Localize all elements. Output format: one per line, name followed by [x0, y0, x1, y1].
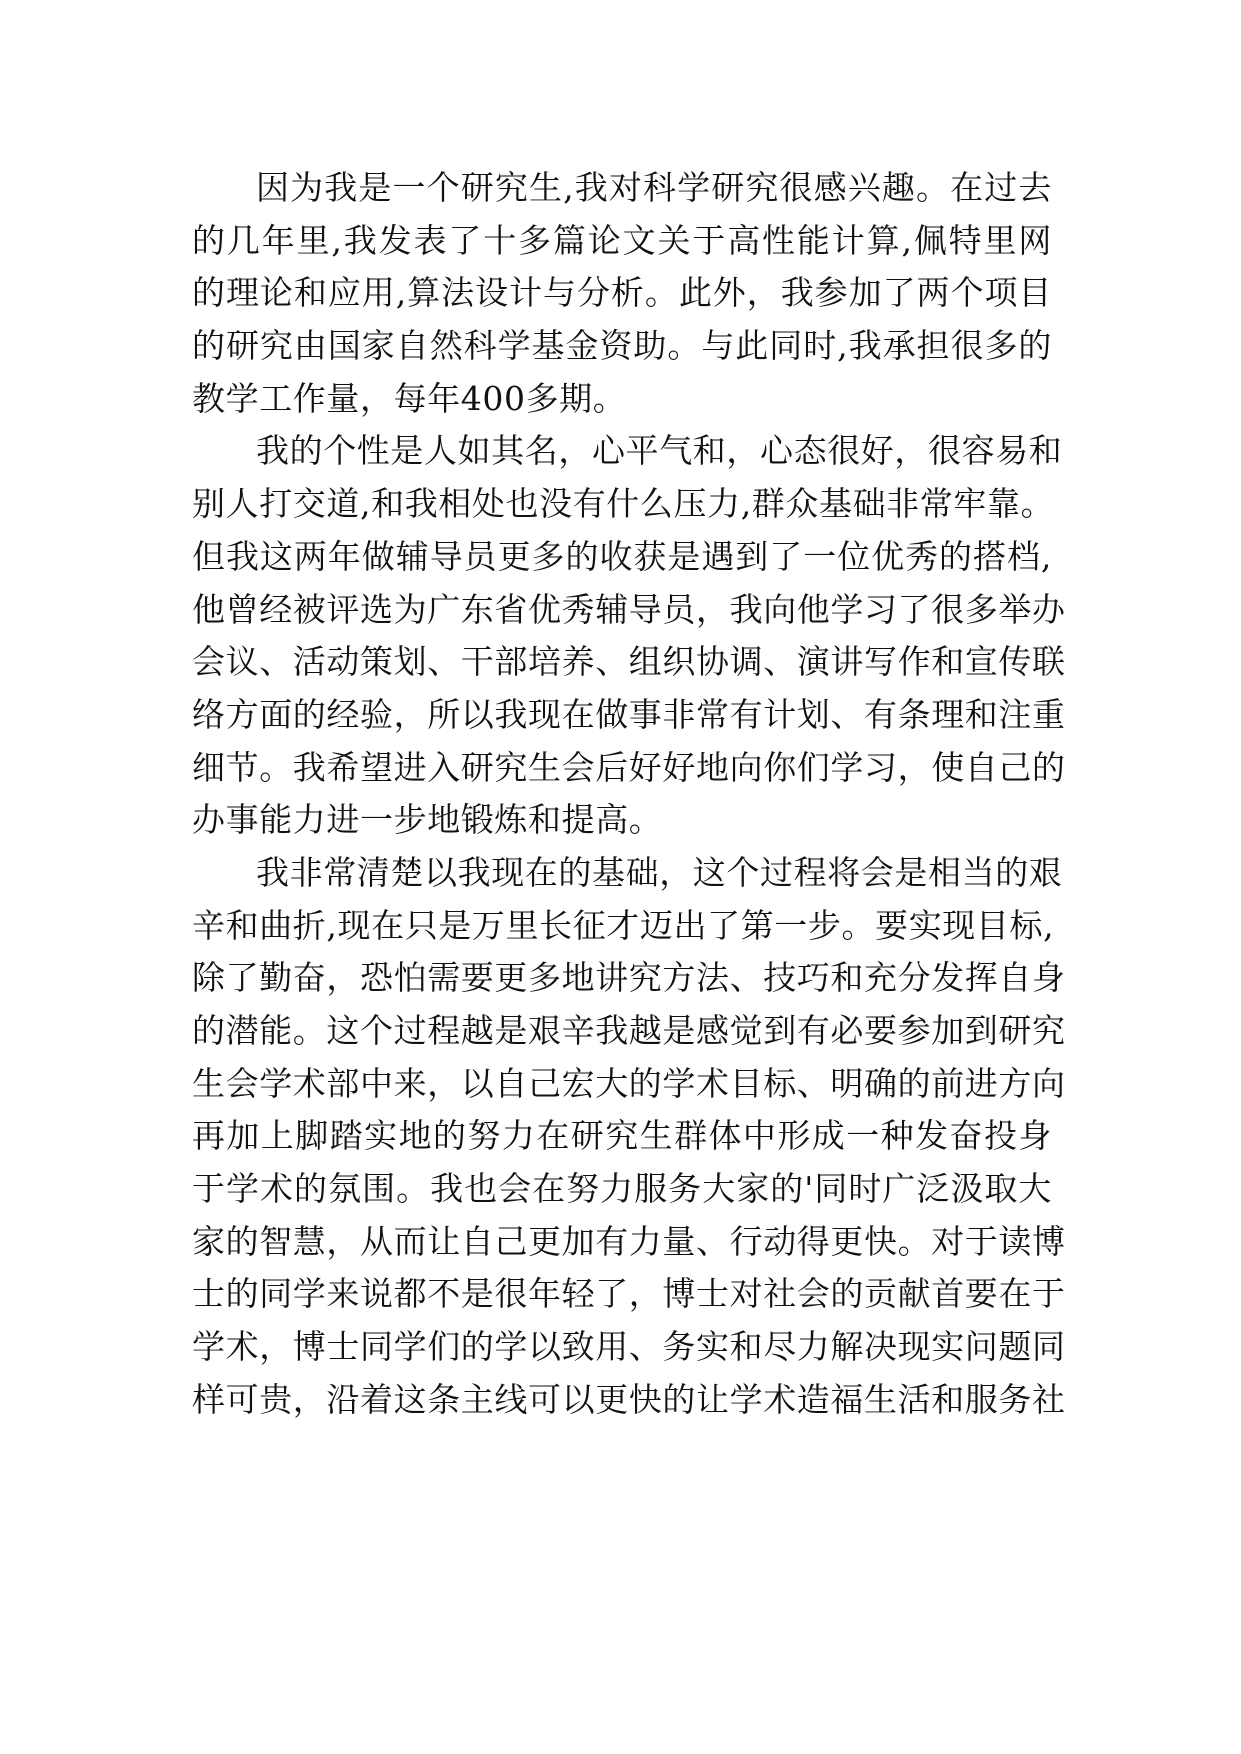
paragraph-2-line-5: 会议、活动策划、干部培养、组织协调、演讲写作和宣传联 [192, 642, 1066, 682]
paragraph-1-line-2: 的几年里,我发表了十多篇论文关于高性能计算,佩特里网 [192, 220, 1052, 260]
paragraph-2-line-2: 别人打交道,和我相处也没有什么压力,群众基础非常牢靠。 [192, 484, 1055, 524]
paragraph-3-line-11: 样可贵，沿着这条主线可以更快的让学术造福生活和服务社 [192, 1379, 1066, 1419]
document-body [192, 162, 1066, 1427]
paragraph-3-line-4: 的潜能。这个过程越是艰辛我越是感觉到有必要参加到研究 [192, 1011, 1066, 1050]
paragraph-1-line-5: 教学工作量，每年400多期。 [192, 378, 627, 418]
paragraph-1-line-1: 因为我是一个研究生,我对科学研究很感兴趣。在过去 [256, 168, 1052, 207]
paragraph-1-line-4: 的研究由国家自然科学基金资助。与此同时,我承担很多的 [192, 326, 1052, 366]
paragraph-3-line-8: 家的智慧，从而让自己更加有力量、行动得更快。对于读博 [192, 1221, 1066, 1261]
paragraph-3-line-3: 除了勤奋，恐怕需要更多地讲究方法、技巧和充分发挥自身 [192, 958, 1066, 998]
paragraph-3-line-9: 士的同学来说都不是很年轻了，博士对社会的贡献首要在于 [192, 1274, 1066, 1314]
paragraph-2-line-4: 他曾经被评选为广东省优秀辅导员，我向他学习了很多举办 [192, 589, 1066, 629]
paragraph-3-line-1: 我非常清楚以我现在的基础，这个过程将会是相当的艰 [256, 852, 1063, 892]
paragraph-2-line-3: 但我这两年做辅导员更多的收获是遇到了一位优秀的搭档, [192, 536, 1052, 576]
paragraph-3-line-5: 生会学术部中来，以自己宏大的学术目标、明确的前进方向 [192, 1063, 1066, 1103]
paragraph-2-line-8: 办事能力进一步地锻炼和提高。 [192, 800, 663, 840]
paragraph-2-line-6: 络方面的经验，所以我现在做事非常有计划、有条理和注重 [192, 694, 1066, 734]
paragraph-2-line-1: 我的个性是人如其名，心平气和，心态很好，很容易和 [256, 431, 1063, 471]
paragraph-3-line-6: 再加上脚踏实地的努力在研究生群体中形成一种发奋投身 [192, 1116, 1052, 1156]
paragraph-3-line-2: 辛和曲折,现在只是万里长征才迈出了第一步。要实现目标, [192, 905, 1055, 945]
paragraph-2-line-7: 细节。我希望进入研究生会后好好地向你们学习，使自己的 [192, 747, 1066, 787]
paragraph-3-line-7: 于学术的氛围。我也会在努力服务大家的'同时广泛汲取大 [192, 1169, 1052, 1209]
paragraph-1-line-3: 的理论和应用,算法设计与分析。此外，我参加了两个项目 [192, 273, 1052, 313]
paragraph-3-line-10: 学术，博士同学们的学以致用、务实和尽力解决现实问题同 [192, 1327, 1066, 1367]
